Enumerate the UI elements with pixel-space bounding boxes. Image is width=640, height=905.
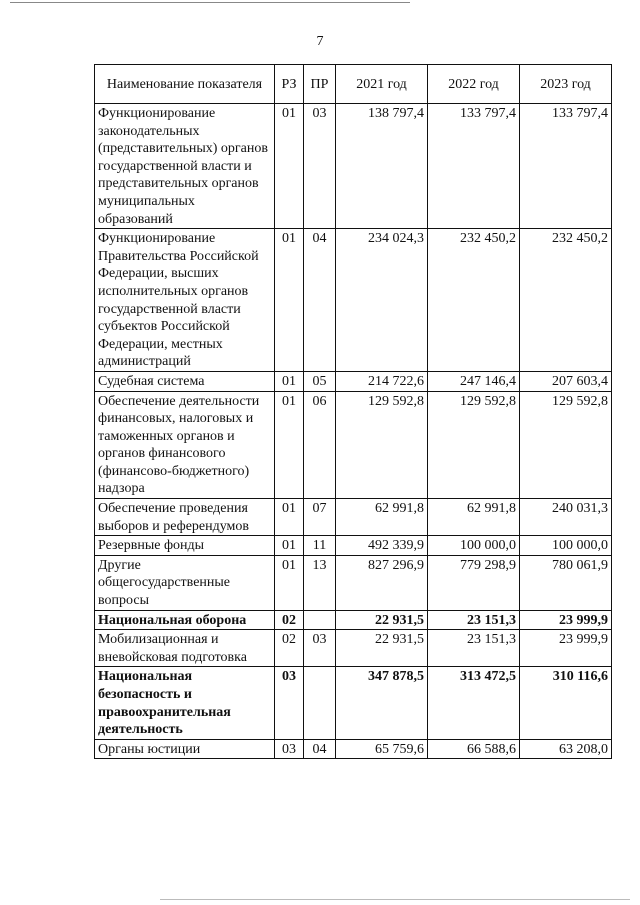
row-value-2023: 240 031,3 [520, 499, 612, 536]
table-header-row [95, 65, 612, 104]
header-name: Наименование показателя [95, 65, 275, 104]
table-row [95, 104, 612, 229]
row-value-2022: 62 991,8 [428, 499, 520, 536]
row-pr: 13 [304, 555, 336, 610]
row-rz: 01 [275, 391, 304, 499]
row-value-2022: 66 588,6 [428, 739, 520, 759]
row-pr: 04 [304, 229, 336, 372]
row-pr: 03 [304, 104, 336, 229]
row-value-2021: 138 797,4 [336, 104, 428, 229]
row-name: Функционирование Правительства Российской Федерации, высших исполнительных органов государственной власти субъектов Российской Федерации, местных администраций [95, 229, 275, 372]
table-row [95, 630, 612, 667]
row-name: Обеспечение проведения выборов и референдумов [95, 499, 275, 536]
row-value-2023: 23 999,9 [520, 610, 612, 630]
table-row [95, 536, 612, 556]
page-number: 7 [316, 34, 324, 49]
row-value-2022: 133 797,4 [428, 104, 520, 229]
row-value-2023: 232 450,2 [520, 229, 612, 372]
row-value-2023: 133 797,4 [520, 104, 612, 229]
row-value-2022: 232 450,2 [428, 229, 520, 372]
bottom-scan-rule [160, 899, 630, 900]
row-value-2021: 22 931,5 [336, 630, 428, 667]
row-name: Национальная оборона [95, 610, 275, 630]
row-rz: 03 [275, 667, 304, 739]
row-value-2021: 22 931,5 [336, 610, 428, 630]
row-value-2022: 23 151,3 [428, 630, 520, 667]
row-value-2021: 827 296,9 [336, 555, 428, 610]
header-2021: 2021 год [336, 65, 428, 104]
row-value-2021: 62 991,8 [336, 499, 428, 536]
table-row [95, 555, 612, 610]
row-name: Мобилизационная и вневойсковая подготовка [95, 630, 275, 667]
row-rz: 01 [275, 229, 304, 372]
row-value-2023: 129 592,8 [520, 391, 612, 499]
header-pr: ПР [304, 65, 336, 104]
row-rz: 01 [275, 499, 304, 536]
row-value-2021: 129 592,8 [336, 391, 428, 499]
row-name: Судебная система [95, 371, 275, 391]
header-2023: 2023 год [520, 65, 612, 104]
row-value-2023: 310 116,6 [520, 667, 612, 739]
row-name: Национальная безопасность и правоохранительная деятельность [95, 667, 275, 739]
row-rz: 01 [275, 104, 304, 229]
row-value-2022: 779 298,9 [428, 555, 520, 610]
row-name: Функционирование законодательных (представительных) органов государственной власти и представительных органов муниципальных образований [95, 104, 275, 229]
row-pr [304, 667, 336, 739]
row-name: Органы юстиции [95, 739, 275, 759]
table-row [95, 391, 612, 499]
table-row [95, 739, 612, 759]
header-2022: 2022 год [428, 65, 520, 104]
row-pr: 03 [304, 630, 336, 667]
row-rz: 03 [275, 739, 304, 759]
row-value-2023: 207 603,4 [520, 371, 612, 391]
row-value-2023: 63 208,0 [520, 739, 612, 759]
table-row [95, 229, 612, 372]
row-value-2021: 214 722,6 [336, 371, 428, 391]
row-value-2022: 100 000,0 [428, 536, 520, 556]
row-value-2021: 234 024,3 [336, 229, 428, 372]
row-pr: 07 [304, 499, 336, 536]
row-name: Другие общегосударственные вопросы [95, 555, 275, 610]
row-pr: 05 [304, 371, 336, 391]
table-row [95, 499, 612, 536]
row-value-2023: 23 999,9 [520, 630, 612, 667]
row-value-2021: 65 759,6 [336, 739, 428, 759]
row-rz: 02 [275, 610, 304, 630]
budget-table [94, 64, 612, 759]
table-body [95, 104, 612, 759]
row-value-2023: 780 061,9 [520, 555, 612, 610]
row-rz: 01 [275, 371, 304, 391]
row-rz: 01 [275, 555, 304, 610]
row-name: Обеспечение деятельности финансовых, налоговых и таможенных органов и органов финансового (финансово-бюджетного) надзора [95, 391, 275, 499]
row-pr: 06 [304, 391, 336, 499]
row-rz: 01 [275, 536, 304, 556]
top-scan-rule [10, 2, 410, 3]
table-row [95, 610, 612, 630]
table-row [95, 371, 612, 391]
row-value-2022: 129 592,8 [428, 391, 520, 499]
row-pr [304, 610, 336, 630]
row-value-2023: 100 000,0 [520, 536, 612, 556]
row-name: Резервные фонды [95, 536, 275, 556]
row-value-2022: 247 146,4 [428, 371, 520, 391]
table-row [95, 667, 612, 739]
row-value-2021: 492 339,9 [336, 536, 428, 556]
row-pr: 11 [304, 536, 336, 556]
row-value-2021: 347 878,5 [336, 667, 428, 739]
row-value-2022: 23 151,3 [428, 610, 520, 630]
header-rz: РЗ [275, 65, 304, 104]
row-rz: 02 [275, 630, 304, 667]
row-value-2022: 313 472,5 [428, 667, 520, 739]
row-pr: 04 [304, 739, 336, 759]
